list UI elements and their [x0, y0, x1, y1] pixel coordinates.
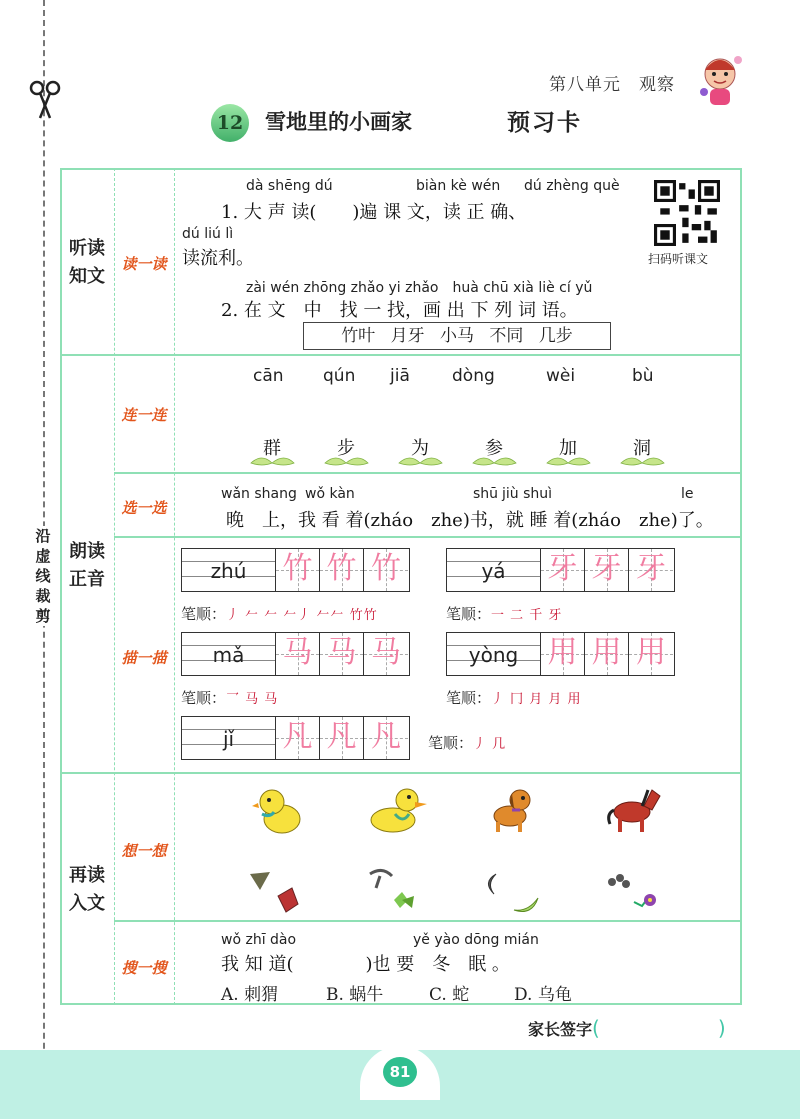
- grid-pinyin: mǎ: [212, 643, 245, 667]
- pinyin: wǒ kàn: [305, 486, 355, 502]
- page-number: 81: [383, 1057, 417, 1087]
- connect-pinyin[interactable]: wèi: [546, 366, 576, 386]
- word-list-box: 竹叶 月牙 小马 不同 几步: [303, 322, 611, 350]
- writing-grid[interactable]: [446, 632, 675, 676]
- pinyin: biàn kè wén: [416, 178, 501, 194]
- divider: [60, 354, 742, 356]
- trace-char: 牙: [591, 551, 622, 586]
- pony-icon[interactable]: [604, 784, 662, 836]
- question-2-text: 2. 在 文 中 找 一 找，画 出 下 列 词 语。: [221, 300, 578, 321]
- trace-char: 牙: [547, 551, 578, 586]
- leaf-print-icon[interactable]: [364, 866, 422, 916]
- connect-pinyin[interactable]: qún: [323, 366, 356, 386]
- sub-label-choose: 选一选: [121, 499, 167, 517]
- connect-char[interactable]: 参: [485, 438, 503, 459]
- stroke-order: 笔顺：丿 几: [428, 734, 507, 752]
- grid-pinyin: yá: [481, 559, 506, 583]
- grid-pinyin: jǐ: [222, 727, 235, 751]
- divider: [174, 168, 175, 1005]
- trace-char: 竹: [326, 551, 357, 586]
- option-a[interactable]: A. 刺猬: [221, 985, 279, 1005]
- sub-label-trace: 描一描: [121, 649, 167, 667]
- scissors-icon: [28, 78, 62, 120]
- sub-label-connect: 连一连: [121, 406, 167, 424]
- qr-label: 扫码听课文: [648, 252, 709, 266]
- connect-char[interactable]: 为: [411, 438, 429, 459]
- leaf-decoration-icon: [248, 453, 668, 467]
- qr-code-icon: [654, 180, 720, 246]
- stroke-order: 笔顺：丿 冂 月 月 用: [446, 689, 582, 707]
- question-1-text: 1. 大 声 读( )遍 课 文，读 正 确、: [221, 202, 527, 223]
- stroke-order: 笔顺：一 二 千 牙: [446, 605, 563, 623]
- writing-grid[interactable]: [181, 716, 410, 760]
- sub-label-think: 想一想: [121, 842, 167, 860]
- pinyin: shū: [473, 486, 499, 502]
- trace-char: 凡: [282, 719, 313, 754]
- divider: [114, 536, 742, 538]
- connect-pinyin[interactable]: jiā: [390, 366, 410, 386]
- connect-char[interactable]: 加: [559, 438, 577, 459]
- trace-char: 用: [591, 635, 622, 670]
- parent-signature[interactable]: 家长签字( ): [528, 1016, 726, 1040]
- trace-char: 马: [371, 635, 401, 670]
- question-1-text-cont: 读流利。: [182, 248, 254, 269]
- trace-char: 马: [326, 635, 357, 670]
- chick-icon[interactable]: [252, 786, 304, 836]
- sub-label-read: 读一读: [121, 255, 167, 273]
- search-question: 我 知 道( )也 要 冬 眠 。: [221, 954, 510, 975]
- option-d[interactable]: D. 乌龟: [514, 985, 572, 1005]
- divider: [114, 472, 742, 474]
- pinyin: wǒ zhī dào: [221, 932, 297, 948]
- connect-char[interactable]: 步: [337, 438, 355, 459]
- divider: [114, 920, 742, 922]
- section-label-listen: 听读 知文: [69, 238, 105, 287]
- section-label-read-correct: 朗读 正音: [69, 541, 105, 590]
- connect-char[interactable]: 洞: [633, 438, 651, 459]
- trace-char: 用: [547, 635, 578, 670]
- duck-icon[interactable]: [365, 784, 429, 836]
- lesson-title: 雪地里的小画家: [265, 109, 412, 134]
- trace-char: 凡: [326, 719, 357, 754]
- connect-pinyin[interactable]: cān: [253, 366, 284, 386]
- pinyin: dú zhèng què: [524, 178, 620, 194]
- option-c[interactable]: C. 蛇: [429, 985, 470, 1005]
- pinyin: dú liú lì: [182, 226, 234, 242]
- trace-char: 用: [636, 635, 666, 670]
- cut-instruction: 沿 虚 线 裁 剪: [31, 526, 55, 626]
- connect-pinyin[interactable]: dòng: [452, 366, 495, 386]
- pinyin: wǎn shang: [221, 486, 297, 502]
- writing-grid[interactable]: [446, 548, 675, 592]
- puppy-icon[interactable]: [486, 786, 538, 834]
- choose-sentence[interactable]: 晚 上，我 看 着(zháo zhe)书，就 睡 着(zháo zhe)了。: [226, 510, 714, 531]
- stroke-order: 笔顺：乛 马 马: [181, 689, 279, 707]
- card-title: 预习卡: [507, 110, 582, 136]
- bamboo-leaf-print-icon[interactable]: [248, 866, 302, 916]
- divider: [114, 168, 115, 1005]
- trace-char: 凡: [371, 719, 401, 754]
- pinyin: jiù shuì: [502, 486, 553, 502]
- unit-label: 第八单元 观察: [549, 75, 675, 95]
- connect-char[interactable]: 群: [263, 438, 281, 459]
- grid-pinyin: yòng: [468, 643, 519, 667]
- pinyin: yě yào dōng mián: [413, 932, 539, 948]
- pinyin: le: [681, 486, 694, 502]
- trace-char: 竹: [282, 551, 313, 586]
- trace-char: 牙: [636, 551, 666, 586]
- divider: [60, 772, 742, 774]
- sub-label-search: 搜一搜: [121, 959, 167, 977]
- mascot-icon: [696, 48, 744, 108]
- flower-print-icon[interactable]: [602, 866, 664, 916]
- lesson-number: 12: [211, 104, 249, 142]
- trace-char: 竹: [371, 551, 401, 586]
- connect-pinyin[interactable]: bù: [632, 366, 654, 386]
- option-b[interactable]: B. 蜗牛: [326, 985, 384, 1005]
- crescent-print-icon[interactable]: [482, 870, 542, 916]
- pinyin: dà shēng dú: [246, 178, 333, 194]
- trace-char: 马: [282, 635, 313, 670]
- writing-grid[interactable]: [181, 632, 410, 676]
- stroke-order: 笔顺：丿 𠂉 𠂉 𠂉丿 𠂉𠂉 竹竹: [181, 605, 378, 623]
- writing-grid[interactable]: [181, 548, 410, 592]
- grid-pinyin: zhú: [210, 559, 247, 583]
- section-label-reread: 再读 入文: [69, 865, 105, 914]
- pinyin: zài wén zhōng zhǎo yi zhǎo huà chū xià liè cí yǔ: [246, 280, 593, 296]
